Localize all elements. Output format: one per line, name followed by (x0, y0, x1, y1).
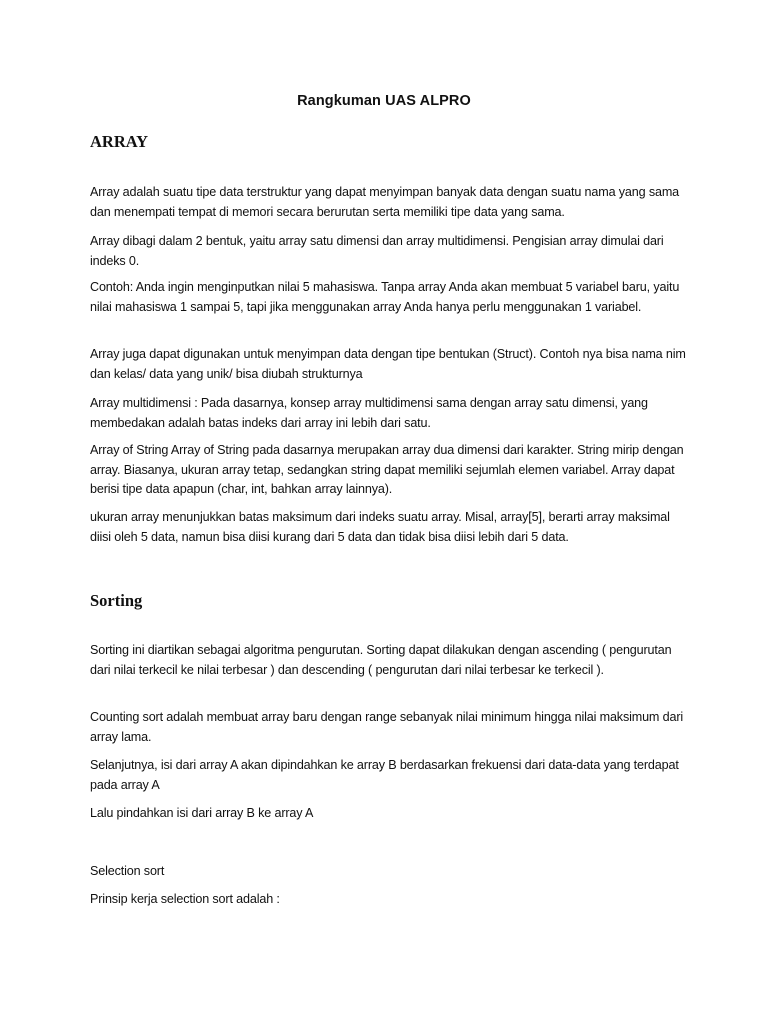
paragraph: Array multidimensi : Pada dasarnya, konsep array multidimensi sama dengan array satu dimensi, yang membedakan adalah batas indeks dari array ini lebih dari satu. (90, 396, 648, 430)
paragraph: Prinsip kerja selection sort adalah : (90, 892, 280, 906)
paragraph: Selanjutnya, isi dari array A akan dipindahkan ke array B berdasarkan frekuensi dari data-data yang terdapat pada array A (90, 758, 679, 792)
paragraph: Array juga dapat digunakan untuk menyimpan data dengan tipe bentukan (Struct). Contoh nya bisa nama nim dan kelas/ data yang unik/ bisa diubah strukturnya (90, 347, 686, 381)
paragraph: Selection sort (90, 864, 165, 878)
paragraph: Lalu pindahkan isi dari array B ke array A (90, 806, 314, 820)
paragraph: Array dibagi dalam 2 bentuk, yaitu array satu dimensi dan array multidimensi. Pengisian array dimulai dari indeks 0. (90, 234, 664, 268)
paragraph: Counting sort adalah membuat array baru dengan range sebanyak nilai minimum hingga nilai maksimum dari array lama. (90, 710, 684, 744)
paragraph: Array adalah suatu tipe data terstruktur yang dapat menyimpan banyak data dengan suatu nama yang sama dan menempati tempat di memori secara berurutan serta memiliki tipe data yang sama. (90, 185, 680, 219)
paragraph: Sorting ini diartikan sebagai algoritma pengurutan. Sorting dapat dilakukan dengan ascending ( pengurutan dari nilai terkecil ke nilai terbesar ) dan descending ( pengurutan dari nilai terbesar ke terkecil ). (90, 643, 672, 677)
section-heading-sorting: Sorting (90, 591, 143, 610)
paragraph: Contoh: Anda ingin menginputkan nilai 5 mahasiswa. Tanpa array Anda akan membuat 5 variabel baru, yaitu nilai mahasiswa 1 sampai 5, tapi jika menggunakan array Anda hanya perlu menggunakan 1 variabel. (90, 280, 680, 314)
paragraph: Array of String Array of String pada dasarnya merupakan array dua dimensi dari karakter. String mirip dengan array. Biasanya, ukuran array tetap, sedangkan string dapat memiliki sejumlah elemen variabel. Array dapat berisi tipe data apapun (char, int, bahkan array lainnya). (90, 443, 684, 496)
paragraph: ukuran array menunjukkan batas maksimum dari indeks suatu array. Misal, array[5], berarti array maksimal diisi oleh 5 data, namun bisa diisi kurang dari 5 data dan tidak bisa diisi lebih dari 5 data. (90, 510, 670, 544)
document-title: Rangkuman UAS ALPRO (297, 93, 471, 109)
section-heading-array: ARRAY (90, 132, 149, 151)
